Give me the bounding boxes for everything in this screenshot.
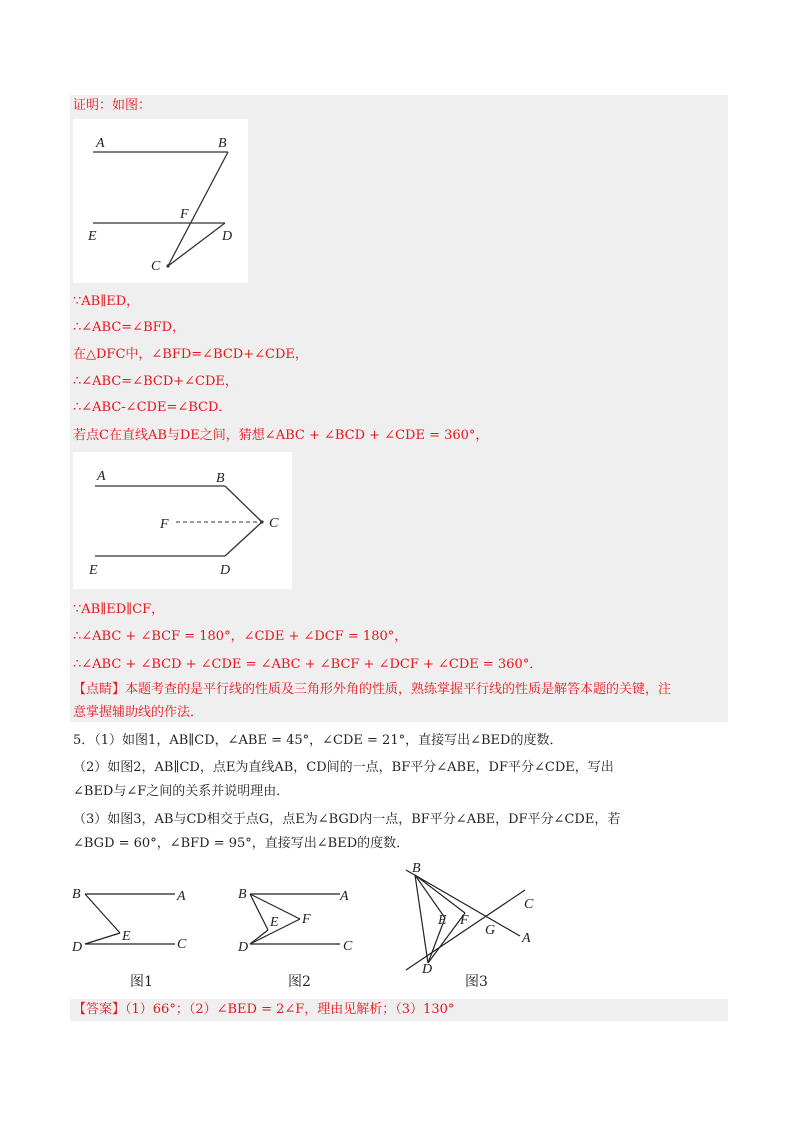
fig1-label-e: E — [88, 229, 97, 244]
figure-2 — [73, 452, 292, 589]
answer-text: 【答案】（1）66°；（2）∠BED = 2∠F，理由见解析；（3）130° — [73, 1002, 455, 1017]
proof-step-8: ∴∠ABC + ∠BCD + ∠CDE = ∠ABC + ∠BCF + ∠DCF + ∠CDE = 360°． — [73, 657, 543, 672]
proof-step-4: ∴∠ABC=∠BCD+∠CDE， — [73, 374, 238, 389]
fig2-label-d: D — [220, 563, 231, 578]
point-note-line-1: 【点睛】本题考查的是平行线的性质及三角形外角的性质，熟练掌握平行线的性质是解答本题的关键，注 — [73, 682, 672, 697]
p5f2-label-c: C — [343, 939, 353, 954]
p5-figure-1 — [71, 887, 187, 990]
p5f1-label-b: B — [72, 887, 81, 902]
problem5-part2a: （2）如图2，AB∥CD，点E为直线AB，CD间的一点，BF平分∠ABE，DF平分∠CDE，写出 — [73, 760, 614, 775]
proof-step-5: ∴∠ABC-∠CDE=∠BCD． — [73, 400, 232, 415]
problem5-part3a: （3）如图3，AB与CD相交于点G，点E为∠BGD内一点，BF平分∠ABE，DF平分∠CDE，若 — [73, 812, 621, 827]
proof-step-3: 在△DFC中，∠BFD=∠BCD+∠CDE， — [73, 347, 308, 362]
p5f3-label-a: A — [522, 931, 531, 946]
fig1-label-a: A — [96, 136, 105, 151]
fig2-label-c: C — [269, 516, 279, 531]
proof-step-6: ∵AB∥ED∥CF， — [73, 602, 165, 617]
p5f2-label-a: A — [340, 889, 349, 904]
p5f1-label-e: E — [122, 929, 131, 944]
fig2-label-a: A — [97, 469, 106, 484]
fig1-label-d: D — [222, 229, 233, 244]
p5f3-label-e: E — [438, 913, 447, 928]
p5f2-label-f: F — [302, 912, 311, 927]
fig1-label-b: B — [218, 136, 227, 151]
proof-heading: 证明：如图： — [73, 98, 152, 113]
p5-figure-3 — [406, 861, 534, 990]
p5f2-label-e: E — [270, 915, 279, 930]
fig2-label-f: F — [160, 517, 169, 532]
p5-figure-2 — [237, 887, 353, 990]
problem5-part3b: ∠BGD = 60°，∠BFD = 95°，直接写出∠BED的度数． — [73, 836, 410, 851]
p5f3-label-g: G — [485, 923, 496, 938]
p5f3-label-b: B — [412, 861, 421, 876]
proof-step-1: ∵AB∥ED， — [73, 294, 140, 309]
p5f2-label-b: B — [238, 887, 247, 902]
fig1-label-c: C — [151, 259, 161, 274]
fig1-label-f: F — [180, 207, 189, 222]
proof-step-7: ∴∠ABC + ∠BCF = 180°，∠CDE + ∠DCF = 180°， — [73, 629, 408, 644]
p5f1-caption: 图1 — [130, 974, 153, 990]
p5f1-label-d: D — [72, 940, 83, 955]
p5f3-caption: 图3 — [465, 974, 488, 990]
p5f1-label-c: C — [177, 937, 187, 952]
proof-step-2: ∴∠ABC=∠BFD， — [73, 320, 186, 335]
problem5-part2b: ∠BED与∠F之间的关系并说明理由． — [73, 784, 290, 799]
figure-1 — [73, 119, 248, 283]
p5f2-caption: 图2 — [288, 974, 311, 990]
proof-case-2: 若点C在直线AB与DE之间，猜想∠ABC + ∠BCD + ∠CDE = 360°， — [73, 428, 489, 443]
fig2-label-e: E — [89, 563, 98, 578]
p5f1-label-a: A — [177, 889, 186, 904]
point-note-line-2: 意掌握辅助线的作法． — [73, 705, 204, 720]
problem5-figures — [60, 858, 560, 998]
problem5-part1: 5．（1）如图1，AB∥CD，∠ABE = 45°，∠CDE = 21°，直接写出∠BED的度数． — [73, 733, 563, 748]
p5f2-label-d: D — [238, 940, 249, 955]
fig2-label-b: B — [216, 471, 225, 486]
p5f3-label-c: C — [524, 897, 534, 912]
p5f3-label-d: D — [422, 962, 433, 977]
p5f3-label-f: F — [460, 913, 469, 928]
